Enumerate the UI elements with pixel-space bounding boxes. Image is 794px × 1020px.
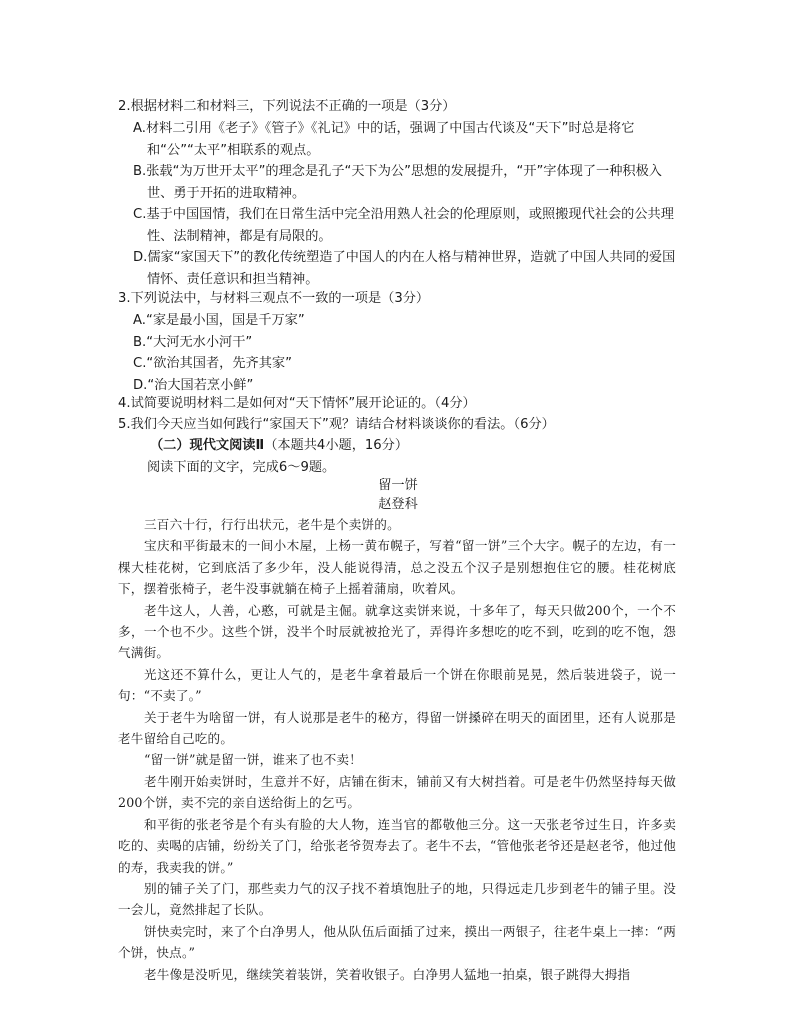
question-4: [118, 393, 678, 415]
story-paragraph: 光这还不算什么，更让人气的，是老牛拿着最后一个饼在你眼前晃晃，然后装进袋子，说一句：“不卖了。”: [118, 666, 676, 704]
question-3: [118, 288, 678, 396]
question-stem: 3.下列说法中，与材料三观点不一致的一项是（3分）: [118, 291, 430, 306]
story-paragraph: 饼快卖完时，来了个白净男人，他从队伍后面插了过来，摸出一两银子，往老牛桌上一摔：“两个饼，快点。”: [118, 923, 676, 961]
section-title: [118, 435, 678, 457]
section-note: （本题共4小题，16分）: [264, 438, 409, 453]
question-stem: 2.根据材料二和材料三，下列说法不正确的一项是（3分）: [118, 99, 456, 114]
story-title: 留一饼: [378, 478, 418, 493]
story-paragraph: 老牛这人，人善，心憨，可就是主倔。就拿这卖饼来说，十多年了，每天只做200个，一个不多，一个也不少。这些个饼，没半个时辰就被抢光了，弄得许多想吃的吃不到，吃到的吃不饱，怨气满街。: [118, 602, 676, 661]
story-paragraph: 关于老牛为啥留一饼，有人说那是老牛的秘方，得留一饼搡碎在明天的面团里，还有人说那是老牛留给自己吃的。: [118, 709, 676, 747]
section-header: [118, 435, 678, 479]
section-instruction: 阅读下面的文字，完成6～9题。: [147, 460, 336, 475]
option-d: D.“治大国若烹小鲜”: [133, 377, 254, 393]
story-heading: [118, 476, 678, 514]
option-b: B.“大河无水小河干”: [133, 334, 253, 350]
question-5: [118, 414, 678, 436]
story-paragraph: 别的铺子关了门，那些卖力气的汉子找不着填饱肚子的地，只得远走几步到老牛的铺子里。没一会儿，竟然排起了长队。: [118, 880, 676, 918]
story-paragraph: 三百六十行，行行出状元，老牛是个卖饼的。: [144, 517, 400, 532]
option-c: C.基于中国国情，我们在日常生活中完全沿用熟人社会的伦理原则，或照搬现代社会的公共理性、法制精神，都是有局限的。: [133, 207, 674, 244]
question-stem: 5.我们今天应当如何践行“家国天下”观？请结合材料谈谈你的看法。（6分）: [118, 417, 555, 432]
question-stem: 4.试简要说明材料二是如何对“天下情怀”展开论证的。（4分）: [118, 396, 476, 411]
story-author: 赵登科: [378, 497, 418, 512]
story-paragraph: “留一饼”就是留一饼，谁来了也不卖！: [144, 752, 362, 768]
option-a: A.“家是最小国，国是千万家”: [133, 313, 305, 328]
option-c: C.“欲治其国者，先齐其家”: [133, 356, 292, 371]
story-paragraph: 老牛刚开始卖饼时，生意并不好，店铺在街末，铺前又有大树挡着。可是老牛仍然坚持每天做200个饼，卖不完的亲自送给街上的乞丐。: [118, 773, 676, 811]
story-paragraph: 老牛像是没听见，继续笑着装饼，笑着收银子。白净男人猛地一拍桌，银子跳得大拇指: [144, 966, 631, 982]
story-paragraph: 和平街的张老爷是个有头有脸的大人物，连当官的都敬他三分。这一天张老爷过生日，许多卖吃的、卖喝的店铺，纷纷关了门，给张老爷贺寿去了。老牛不去，“管他张老爷还是赵老爷，他过他的寿，我卖我的饼。”: [118, 816, 676, 875]
story-paragraph: 宝庆和平街最末的一间小木屋，上杨一黄布幌子，写着“留一饼”三个大字。幌子的左边，有一棵大桂花树，它到底活了多少年，没人能说得清，总之没五个汉子是别想抱住它的腰。桂花树底下，摆着张椅子，老牛没事就躺在椅子上摇着蒲扇，吹着风。: [118, 538, 676, 597]
option-a: A.材料二引用《老子》《管子》《礼记》中的话，强调了中国古代谈及“天下”时总是将它和“公”“太平”相联系的观点。: [133, 121, 635, 158]
option-b: B.张载“为万世开太平”的理念是孔子“天下为公”思想的发展提升，“开”字体现了一种积极入世、勇于开拓的进取精神。: [133, 164, 662, 201]
question-2: [118, 96, 678, 290]
section-heading: （二）现代文阅读Ⅱ: [150, 438, 265, 453]
story-body: [118, 514, 676, 985]
option-d: D.儒家“家国天下”的教化传统塑造了中国人的内在人格与精神世界，造就了中国人共同的爱国情怀、责任意识和担当精神。: [133, 250, 676, 287]
